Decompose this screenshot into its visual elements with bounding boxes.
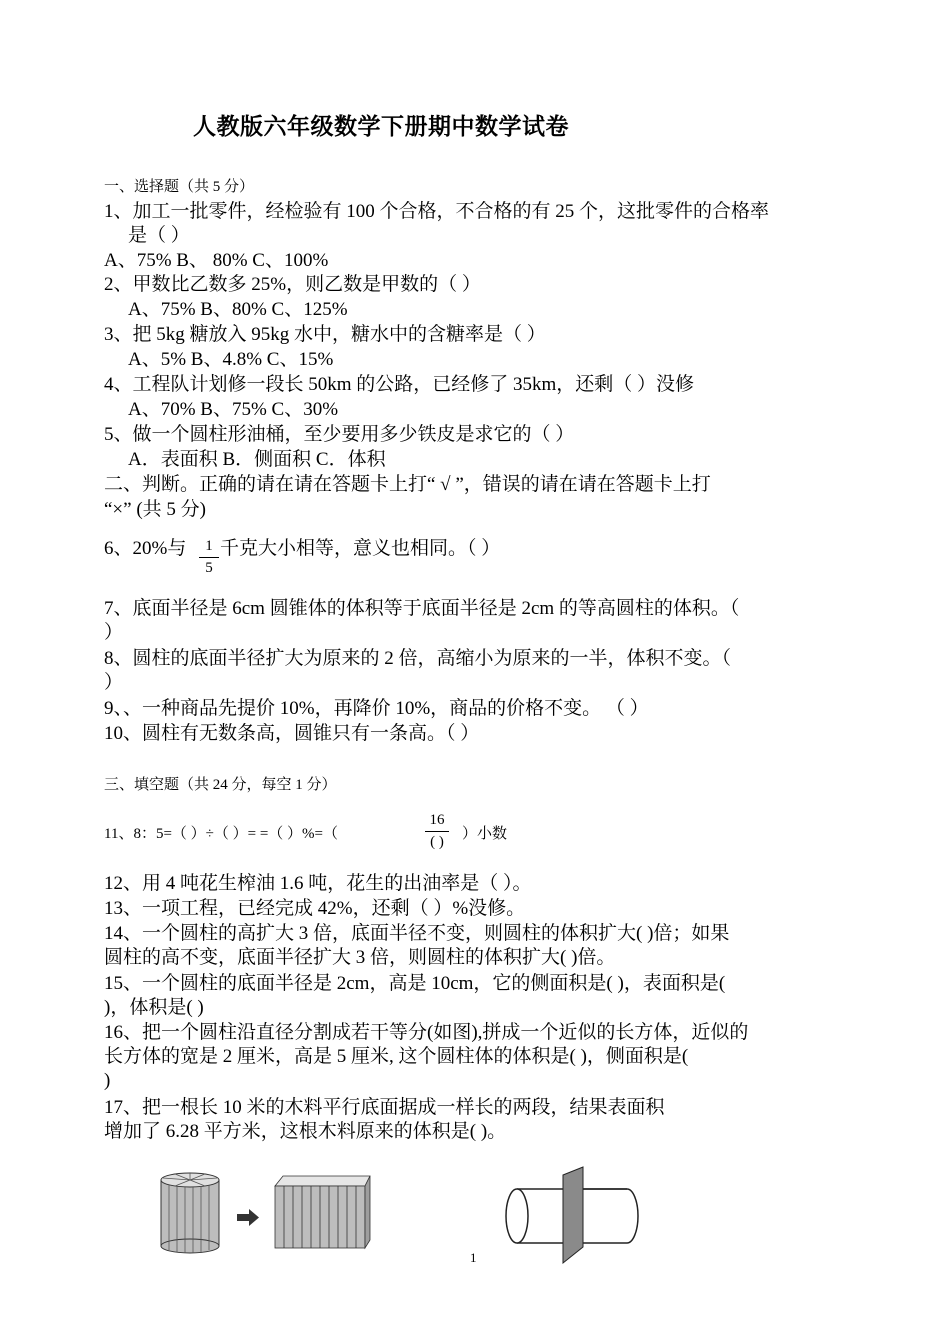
section-3-heading: 三、填空题（共 24 分，每空 1 分）: [104, 777, 337, 793]
page-title: 人教版六年级数学下册期中数学试卷: [193, 114, 569, 139]
question-2-options: A、75% B、80% C、125%: [128, 299, 348, 320]
question-6-prefix: 6、20%与: [104, 538, 187, 559]
cutting-plane-icon: [563, 1167, 627, 1263]
question-6-suffix: 千克大小相等，意义也相同。（ ）: [220, 538, 501, 559]
cylinder-to-prism-figure: [135, 1168, 380, 1258]
question-3-options: A、5% B、4.8% C、15%: [128, 349, 334, 370]
question-3: 3、把 5kg 糖放入 95kg 水中，糖水中的含糖率是（ ）: [104, 324, 546, 345]
fraction-bar: [425, 831, 449, 832]
question-16-line-1: 16、把一个圆柱沿直径分割成若干等分(如图),拼成一个近似的长方体，近似的: [104, 1022, 749, 1043]
fraction-numerator: 1: [205, 538, 213, 554]
question-1-options: A、75% B、 80% C、100%: [104, 250, 329, 271]
fraction-numerator: 16: [429, 812, 445, 828]
fraction-denominator: ( ): [430, 834, 444, 850]
section-1-heading: 一、选择题（共 5 分）: [104, 179, 255, 195]
question-12: 12、用 4 吨花生榨油 1.6 吨，花生的出油率是（ ）。: [104, 873, 532, 894]
question-10: 10、圆柱有无数条高，圆锥只有一条高。（ ）: [104, 723, 480, 744]
question-11-suffix: ）小数: [462, 826, 508, 842]
question-7-line-1: 7、底面半径是 6cm 圆锥体的体积等于底面半径是 2cm 的等高圆柱的体积。（: [104, 598, 740, 619]
question-11-prefix: 11、8：5=（ ）÷（ ）= =（ ）%=（: [104, 826, 339, 842]
question-15-line-1: 15、一个圆柱的底面半径是 2cm，高是 10cm，它的侧面积是( )，表面积是(: [104, 973, 726, 994]
sliced-cylinder-icon: [161, 1173, 219, 1253]
question-14-line-1: 14、一个圆柱的高扩大 3 倍，底面半径不变，则圆柱的体积扩大( )倍；如果: [104, 923, 730, 944]
question-15-line-2: )，体积是( ): [104, 997, 204, 1018]
question-8-line-2: ）: [104, 672, 124, 693]
question-13: 13、一项工程，已经完成 42%，还剩（ ）%没修。: [104, 898, 526, 919]
question-16-line-2: 长方体的宽是 2 厘米，高是 5 厘米, 这个圆柱体的体积是( )，侧面积是(: [104, 1046, 689, 1067]
fraction-one-fifth: [199, 538, 219, 577]
question-4-options: A、70% B、75% C、30%: [128, 399, 339, 420]
arrow-right-icon: [237, 1209, 259, 1226]
question-8-line-1: 8、圆柱的底面半径扩大为原来的 2 倍，高缩小为原来的一半，体积不变。（: [104, 648, 732, 669]
question-4: 4、工程队计划修一段长 50km 的公路，已经修了 35km，还剩（ ）没修: [104, 374, 695, 395]
question-14-line-2: 圆柱的高不变，底面半径扩大 3 倍，则圆柱的体积扩大( )倍。: [104, 947, 616, 968]
question-2: 2、甲数比乙数多 25%，则乙数是甲数的（ ）: [104, 274, 481, 295]
question-17-line-2: 增加了 6.28 平方米，这根木料原来的体积是( )。: [104, 1121, 507, 1142]
question-1-line-1: 1、加工一批零件，经检验有 100 个合格，不合格的有 25 个，这批零件的合格率: [104, 201, 770, 222]
question-17-line-1: 17、把一根长 10 米的木料平行底面据成一样长的两段，结果表面积: [104, 1097, 665, 1118]
fraction-16-over-blank: [425, 812, 449, 851]
question-16-line-3: ): [104, 1070, 111, 1091]
fraction-denominator: 5: [205, 560, 213, 576]
question-5-options: A．表面积 B．侧面积 C．体积: [128, 449, 386, 470]
rearranged-prism-icon: [275, 1176, 370, 1248]
fraction-bar: [199, 557, 219, 558]
question-1-line-2: 是（ ）: [128, 225, 190, 246]
question-7-line-2: ）: [104, 622, 124, 643]
page-number: 1: [470, 1250, 477, 1265]
question-9: 9、、一种商品先提价 10%，再降价 10%，商品的价格不变。 （ ）: [104, 698, 649, 719]
question-5: 5、做一个圆柱形油桶，至少要用多少铁皮是求它的（ ）: [104, 424, 575, 445]
section-2-heading-line-1: 二、判断。正确的请在请在答题卡上打“ √ ”，错误的请在请在答题卡上打: [104, 474, 711, 495]
section-2-heading-line-2: “×” (共 5 分): [104, 499, 206, 520]
cylinder-cut-figure: [495, 1165, 645, 1270]
